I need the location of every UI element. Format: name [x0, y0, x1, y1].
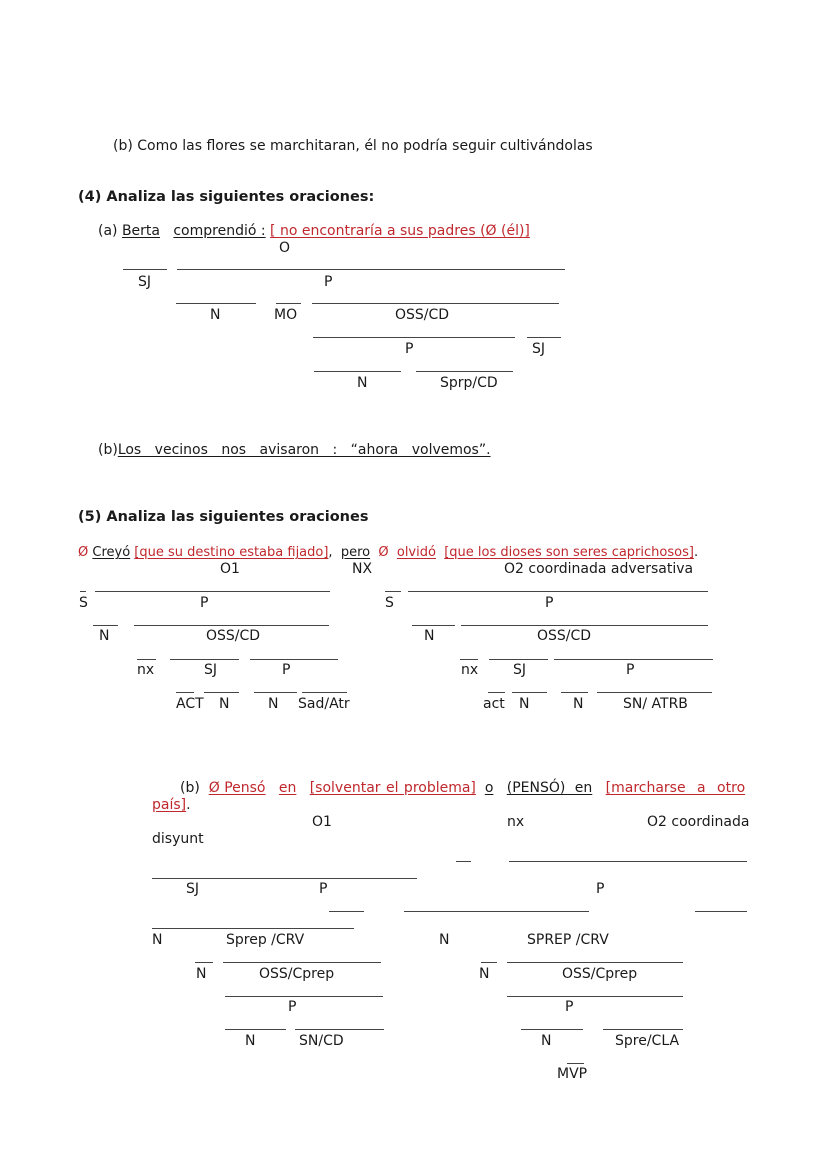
line-pp-left [250, 659, 338, 660]
exercise-5a-sentence [78, 544, 698, 561]
label-n4-left: N [268, 696, 279, 712]
section-4-heading: (4) Analiza las siguientes oraciones: [78, 189, 375, 205]
verb-word: Pensó [224, 780, 266, 796]
label-p-left: P [200, 595, 209, 611]
label-sn-cd: SN/CD [299, 1033, 344, 1049]
label-n2: N [357, 375, 368, 391]
line-spre-right [603, 1029, 683, 1030]
label-s-right: S [385, 595, 394, 611]
line-n-left-short [329, 911, 364, 912]
subordinate-clause-end: país] [152, 797, 187, 813]
conjunction: o [484, 780, 494, 796]
exercise-3b-sentence: (b) Como las flores se marchitaran, él no podría seguir cultivándolas [113, 138, 593, 154]
label-sprep-left: Sprep /CRV [226, 932, 305, 948]
conjunction: pero [340, 545, 371, 560]
null-subject: Ø [208, 780, 220, 796]
label-p-right: P [545, 595, 554, 611]
label-mo: MO [274, 307, 298, 323]
label-n-left: N [99, 628, 110, 644]
item-prefix: (b) [180, 780, 200, 796]
line-nx [456, 861, 471, 862]
subject-word: Berta [121, 223, 160, 239]
line-sj-right [489, 659, 548, 660]
verb-word: olvidó [396, 545, 436, 560]
line-oss [312, 303, 559, 304]
line-n-left [93, 625, 118, 626]
line-oss-left [134, 625, 329, 626]
line-p3-left [225, 996, 383, 997]
label-oss-right: OSS/Cprep [562, 966, 638, 982]
label-sj: SJ [138, 274, 152, 290]
label-act-left: ACT [176, 696, 204, 712]
line-n3-right [512, 692, 547, 693]
line-mvp [567, 1063, 584, 1064]
line-sn-right [597, 692, 712, 693]
label-mvp: MVP [557, 1066, 588, 1082]
line-p-right [408, 591, 708, 592]
label-n-right: N [424, 628, 435, 644]
label-n-right: N [439, 932, 450, 948]
label-disyunt: disyunt [152, 831, 204, 847]
line-sj [123, 269, 167, 270]
item-prefix: (a) [98, 223, 122, 239]
line-sprep-left [152, 928, 354, 929]
line-sad-left [302, 692, 347, 693]
exercise-4a-sentence [98, 223, 530, 240]
label-p2: P [405, 341, 414, 357]
label-n3-right: N [519, 696, 530, 712]
label-nx-right: nx [461, 662, 479, 678]
label-oss-left: OSS/Cprep [259, 966, 335, 982]
line-sprp [416, 371, 513, 372]
line-oss-right [507, 962, 683, 963]
label-nx: NX [352, 561, 373, 577]
label-n: N [210, 307, 221, 323]
line-s-left [80, 591, 86, 592]
line-n4-right [521, 1029, 583, 1030]
line-n2-right [481, 962, 497, 963]
exercise-4b-sentence [98, 442, 491, 459]
label-nx: nx [507, 814, 525, 830]
line-sncd-left [295, 1029, 384, 1030]
line-o2 [509, 861, 747, 862]
label-o: O [279, 240, 291, 256]
label-p3-right: P [565, 999, 574, 1015]
sentence-text: Los vecinos nos avisaron : “ahora volvemos”. [117, 442, 491, 458]
null-subject: Ø [378, 545, 389, 560]
line-p-left [95, 591, 330, 592]
line-sj-left [170, 659, 239, 660]
label-pp-left: P [282, 662, 291, 678]
line-p3-right [507, 996, 683, 997]
label-s-left: S [79, 595, 88, 611]
label-oss-cd: OSS/CD [395, 307, 450, 323]
exercise-5b-continuation [152, 797, 191, 814]
line-s-right [385, 591, 401, 592]
label-sj2: SJ [532, 341, 546, 357]
label-sj: SJ [186, 881, 200, 897]
line-act-left [176, 692, 194, 693]
label-oss-right: OSS/CD [537, 628, 592, 644]
period: . [186, 797, 191, 813]
line-sj2 [527, 337, 561, 338]
line-pp-right [554, 659, 713, 660]
label-spre-cla: Spre/CLA [615, 1033, 680, 1049]
line-sprep-right [695, 911, 747, 912]
label-p: P [324, 274, 333, 290]
label-p-right: P [596, 881, 605, 897]
label-o2: O2 coordinada [647, 814, 750, 830]
item-prefix: (b) [98, 442, 118, 458]
label-sj-right: SJ [513, 662, 527, 678]
label-n3-left: N [219, 696, 230, 712]
label-n-left: N [152, 932, 163, 948]
subordinate-clause: [que su destino estaba fijado] [134, 545, 329, 560]
label-p-left: P [319, 881, 328, 897]
label-n4-right: N [541, 1033, 552, 1049]
label-sad-atr: Sad/Atr [298, 696, 350, 712]
line-n [176, 303, 256, 304]
label-n2-left: N [196, 966, 207, 982]
label-n4-right: N [573, 696, 584, 712]
line-nx-right [460, 659, 478, 660]
label-pp-right: P [626, 662, 635, 678]
subordinate-clause: [marcharse a otro [605, 780, 746, 796]
line-n2 [314, 371, 401, 372]
label-o2: O2 coordinada adversativa [504, 561, 694, 577]
line-nx-left [137, 659, 156, 660]
label-n4-left: N [245, 1033, 256, 1049]
line-n2-left [195, 962, 213, 963]
period: . [693, 545, 699, 560]
label-sprp-cd: Sprp/CD [440, 375, 498, 391]
line-o1 [152, 878, 417, 879]
label-p3-left: P [288, 999, 297, 1015]
label-o1: O1 [220, 561, 240, 577]
subordinate-clause: [solventar el problema] [309, 780, 476, 796]
elided-verb: (PENSÓ) en [506, 780, 593, 796]
line-p [177, 269, 565, 270]
preposition: en [278, 780, 297, 796]
line-n4-left [225, 1029, 286, 1030]
exercise-5b-sentence [180, 780, 745, 797]
line-n4-right [561, 692, 588, 693]
subordinate-clause: [que los dioses son seres caprichosos] [444, 545, 694, 560]
line-oss-left [223, 962, 381, 963]
line-n-right [404, 911, 589, 912]
line-act-right [488, 692, 505, 693]
label-act-right: act [483, 696, 505, 712]
line-p2 [313, 337, 515, 338]
label-oss-left: OSS/CD [206, 628, 261, 644]
label-sprep-right: SPREP /CRV [527, 932, 609, 948]
section-5-heading: (5) Analiza las siguientes oraciones [78, 509, 369, 525]
label-n2-right: N [479, 966, 490, 982]
line-n-right [412, 625, 455, 626]
subordinate-clause: [ no encontraría a sus padres (Ø (él)] [270, 223, 530, 239]
line-n3-left [204, 692, 239, 693]
verb-word: comprendió : [173, 223, 266, 239]
verb-word: Creyó [92, 545, 131, 560]
line-n4-left [254, 692, 297, 693]
null-subject: Ø [78, 545, 89, 560]
label-sn-atrb: SN/ ATRB [623, 696, 688, 712]
label-nx-left: nx [137, 662, 155, 678]
line-oss-right [461, 625, 708, 626]
comma: , [328, 545, 333, 560]
label-sj-left: SJ [204, 662, 218, 678]
line-mo [276, 303, 301, 304]
label-o1: O1 [312, 814, 332, 830]
